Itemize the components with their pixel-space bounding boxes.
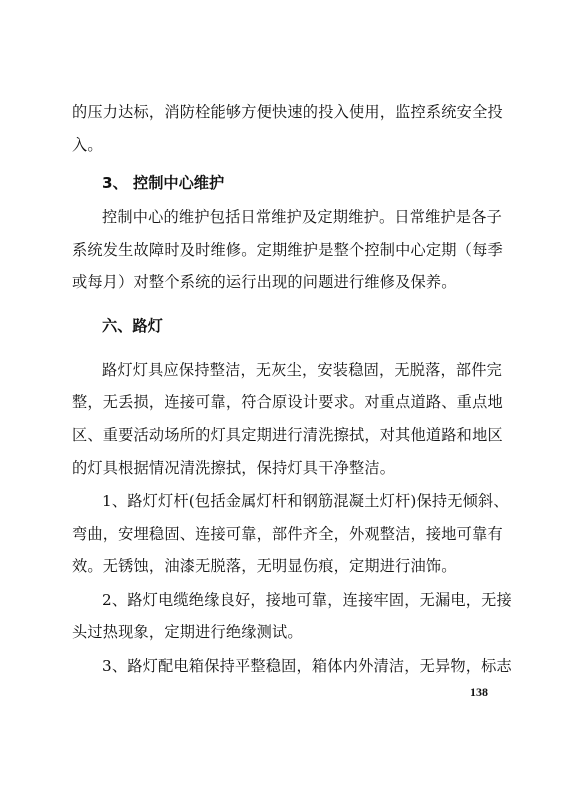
page-number: 138	[470, 685, 488, 699]
paragraph-line: 系统发生故障时及时维修。定期维护是整个控制中心定期（每季	[72, 241, 503, 259]
paragraph-line: 区、重要活动场所的灯具定期进行清洗擦拭，对其他道路和地区	[72, 426, 503, 444]
section-heading-control-center: 3、 控制中心维护	[102, 174, 225, 192]
paragraph-line: 2、路灯电缆绝缘良好，接地可靠，连接牢固，无漏电，无接	[102, 591, 512, 609]
paragraph-line: 效。无锈蚀，油漆无脱落，无明显伤痕，定期进行油饰。	[72, 557, 457, 575]
paragraph-line: 入。	[72, 136, 103, 154]
paragraph-line: 的压力达标，消防栓能够方便快速的投入使用，监控系统安全投	[72, 103, 503, 121]
section-heading-street-lights: 六、路灯	[102, 317, 163, 335]
paragraph-line: 弯曲，安埋稳固、连接可靠，部件齐全，外观整洁，接地可靠有	[72, 525, 503, 543]
paragraph-line: 3、路灯配电箱保持平整稳固，箱体内外清洁，无异物，标志	[102, 657, 512, 675]
paragraph-line: 的灯具根据情况清洗擦拭，保持灯具干净整洁。	[72, 459, 396, 477]
paragraph-line: 或每月）对整个系统的运行出现的问题进行维修及保养。	[72, 273, 457, 291]
paragraph-line: 头过热现象，定期进行绝缘测试。	[72, 623, 303, 641]
paragraph-line: 路灯灯具应保持整洁，无灰尘，安装稳固，无脱落，部件完	[102, 361, 503, 379]
paragraph-line: 控制中心的维护包括日常维护及定期维护。日常维护是各子	[102, 208, 503, 226]
paragraph-line: 整，无丢损，连接可靠，符合原设计要求。对重点道路、重点地	[72, 393, 503, 411]
paragraph-line: 1、路灯灯杆(包括金属灯杆和钢筋混凝土灯杆)保持无倾斜、	[102, 492, 509, 510]
